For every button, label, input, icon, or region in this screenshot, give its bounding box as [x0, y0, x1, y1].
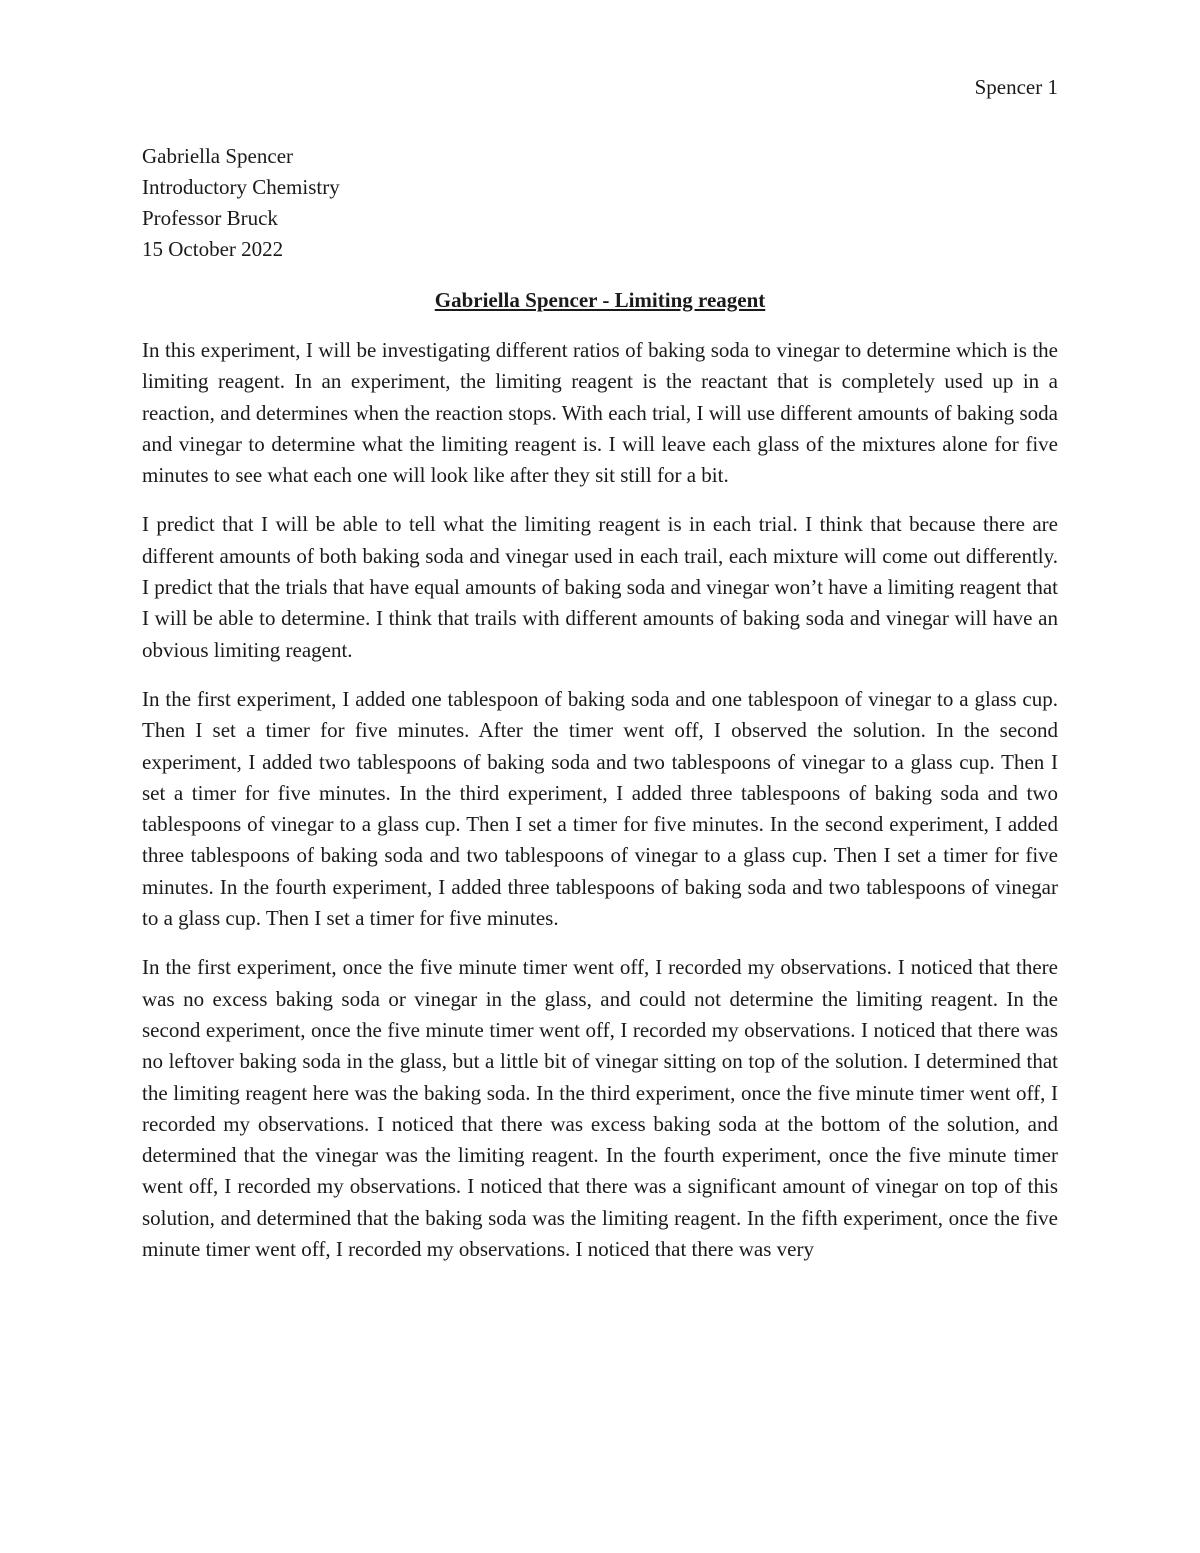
document-body: [142, 335, 1058, 1283]
paragraph-prediction: I predict that I will be able to tell what the limiting reagent is in each trial. I think that because there are different amounts of both baking soda and vinegar used in each trail, each mixture will come out differently. I predict that the trials that have equal amounts of baking soda and vinegar won’t have a limiting reagent that I will be able to determine. I think that trails with different amounts of baking soda and vinegar will have an obvious limiting reagent.: [142, 512, 1058, 662]
instructor-name: Professor Bruck: [142, 206, 278, 230]
course-name: Introductory Chemistry: [142, 175, 340, 199]
author-name: Gabriella Spencer: [142, 144, 294, 168]
document-title: Gabriella Spencer - Limiting reagent: [434, 288, 766, 312]
paragraph-procedure: In the first experiment, I added one tablespoon of baking soda and one tablespoon of vinegar to a glass cup. Then I set a timer for five minutes. After the timer went off, I observed the solution. In the second experiment, I added two tablespoons of baking soda and two tablespoons of vinegar to a glass cup. Then I set a timer for five minutes. In the third experiment, I added three tablespoons of baking soda and two tablespoons of vinegar to a glass cup. Then I set a timer for five minutes. In the second experiment, I added three tablespoons of baking soda and two tablespoons of vinegar to a glass cup. Then I set a timer for five minutes. In the fourth experiment, I added three tablespoons of baking soda and two tablespoons of vinegar to a glass cup. Then I set a timer for five minutes.: [142, 686, 1058, 931]
paragraph-observations: In the first experiment, once the five minute timer went off, I recorded my observations. I noticed that there was no excess baking soda or vinegar in the glass, and could not determine the limiting reagent. In the second experiment, once the five minute timer went off, I recorded my observations. I noticed that there was no leftover baking soda in the glass, but a little bit of vinegar sitting on top of the solution. I determined that the limiting reagent here was the baking soda. In the third experiment, once the five minute timer went off, I recorded my observations. I noticed that there was excess baking soda at the bottom of the solution, and determined that the vinegar was the limiting reagent. In the fourth experiment, once the five minute timer went off, I recorded my observations. I noticed that there was a significant amount of vinegar on top of this solution, and determined that the baking soda was the limiting reagent. In the fifth experiment, once the five minute timer went off, I recorded my observations. I noticed that there was very: [142, 955, 1058, 1262]
submission-date: 15 October 2022: [142, 237, 284, 261]
mla-heading: [142, 141, 1058, 265]
paragraph-introduction: In this experiment, I will be investigating different ratios of baking soda to vinegar to determine which is the limiting reagent. In an experiment, the limiting reagent is the reactant that is completely used up in a reaction, and determines when the reaction stops. With each trial, I will use different amounts of baking soda and vinegar to determine what the limiting reagent is. I will leave each glass of the mixtures alone for five minutes to see what each one will look like after they sit still for a bit.: [142, 338, 1058, 488]
running-head: Spencer 1: [974, 75, 1058, 99]
